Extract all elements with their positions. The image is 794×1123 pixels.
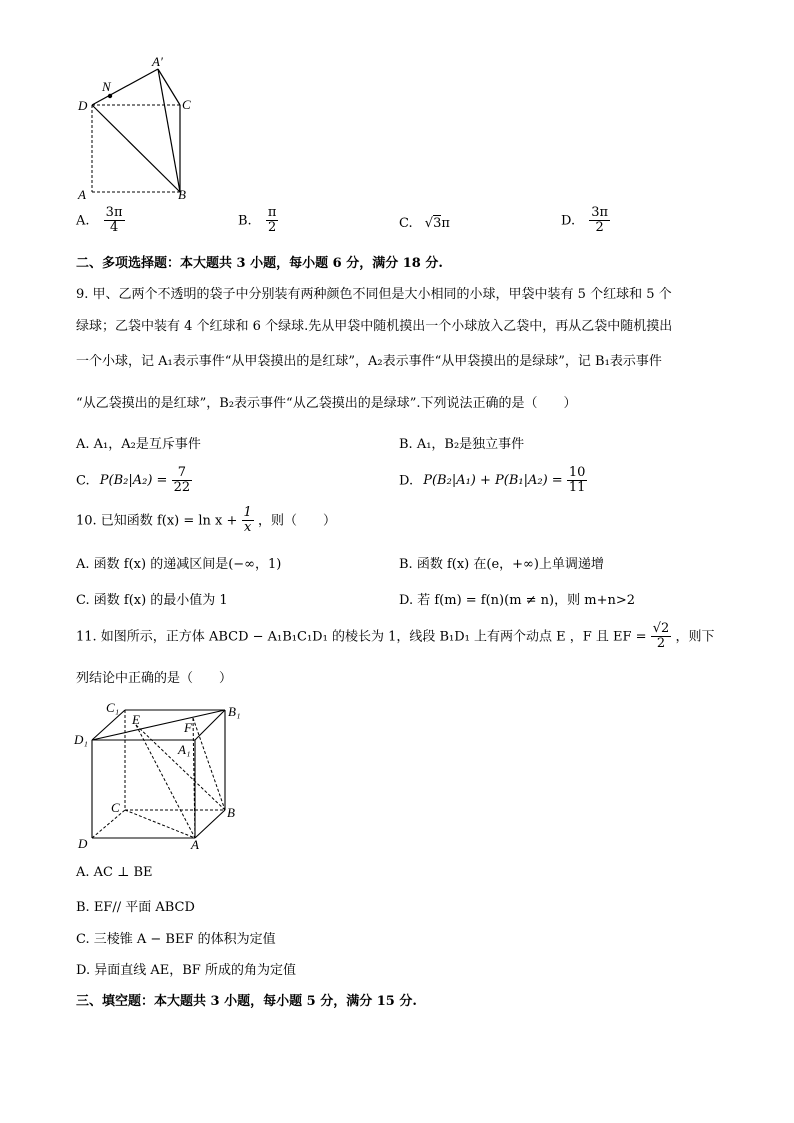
q9-option-c[interactable]: C. P(B₂|A₂) = $\frac{7}{22}$ [76, 465, 191, 496]
q8-option-b[interactable]: B. $\frac{\pi}{2}$ [238, 205, 277, 236]
label-A: A [78, 187, 86, 202]
q10-option-b[interactable]: B. 函数 f(x) 在(e，+∞)上单调递增 [399, 557, 604, 572]
figure-tetrahedron [70, 55, 210, 205]
label-C: C [111, 800, 120, 815]
q9-line4: “从乙袋摸出的是红球”，B₂表示事件“从乙袋摸出的是绿球”.下列说法正确的是（ ） [76, 396, 577, 411]
q9-option-d[interactable]: D. P(B₂|A₁) + P(B₁|A₂) = $\frac{10}{11}$ [399, 465, 586, 496]
label-D: D [78, 836, 88, 851]
figure-cube [70, 700, 250, 855]
q8-option-d[interactable]: D. $\frac{3\pi}{2}$ [561, 205, 609, 236]
q10-stem: 10. 已知函数 f(x) = ln x + $\frac{1}{x}$ ，则（ ） [76, 505, 336, 536]
q11-stem: 11. 如图所示，正方体 ABCD − A₁B₁C₁D₁ 的棱长为 1，线段 B₁D₁ 上有两个动点 E ，F 且 EF = $\frac{√2}{2}$ ，则下 [76, 621, 715, 652]
q11-option-d[interactable]: D. 异面直线 AE，BF 所成的角为定值 [76, 963, 296, 978]
label-F: F [184, 720, 192, 735]
section-2-heading: 二、多项选择题：本大题共 3 小题，每小题 6 分，满分 18 分. [76, 256, 443, 271]
q9-line1: 9. 甲、乙两个不透明的袋子中分别装有两种颜色不同但是大小相同的小球，甲袋中装有 5 个红球和 5 个 [76, 287, 672, 302]
q11-stem-line2: 列结论中正确的是（ ） [76, 671, 233, 686]
label-A: A [191, 837, 199, 852]
q9-option-b[interactable]: B. A₁，B₂是独立事件 [399, 437, 525, 452]
label-D1: D₁ [74, 732, 88, 747]
q8-option-a[interactable]: A. $\frac{3\pi}{4}$ [76, 205, 123, 236]
label-B: B [178, 187, 186, 202]
label-N: N [102, 79, 111, 94]
label-A1: A₁ [178, 742, 191, 757]
section-3-heading: 三、填空题：本大题共 3 小题，每小题 5 分，满分 15 分. [76, 994, 417, 1009]
q11-option-c[interactable]: C. 三棱锥 A − BEF 的体积为定值 [76, 932, 276, 947]
label-Aprime: A′ [152, 55, 163, 69]
q9-line2: 绿球；乙袋中装有 4 个红球和 6 个绿球.先从甲袋中随机摸出一个小球放入乙袋中，再从乙袋中随机摸出 [76, 319, 673, 334]
q8-option-c[interactable]: C. √3π [399, 216, 450, 231]
q9-option-a[interactable]: A. A₁，A₂是互斥事件 [76, 437, 201, 452]
q10-option-a[interactable]: A. 函数 f(x) 的递减区间是(−∞，1) [76, 557, 282, 572]
label-C: C [182, 97, 191, 112]
label-E: E [132, 712, 140, 727]
q10-option-d[interactable]: D. 若 f(m) = f(n)(m ≠ n)，则 m+n>2 [399, 593, 636, 608]
q9-line3: 一个小球，记 A₁表示事件“从甲袋摸出的是红球”，A₂表示事件“从甲袋摸出的是绿球”，记 B₁表示事件 [76, 354, 662, 369]
q11-option-a[interactable]: A. AC ⊥ BE [76, 865, 153, 880]
q11-option-b[interactable]: B. EF// 平面 ABCD [76, 900, 195, 915]
label-D: D [78, 98, 88, 113]
label-B: B [227, 805, 235, 820]
q10-option-c[interactable]: C. 函数 f(x) 的最小值为 1 [76, 593, 228, 608]
label-B1: B₁ [228, 704, 241, 719]
label-C1: C₁ [106, 700, 120, 715]
